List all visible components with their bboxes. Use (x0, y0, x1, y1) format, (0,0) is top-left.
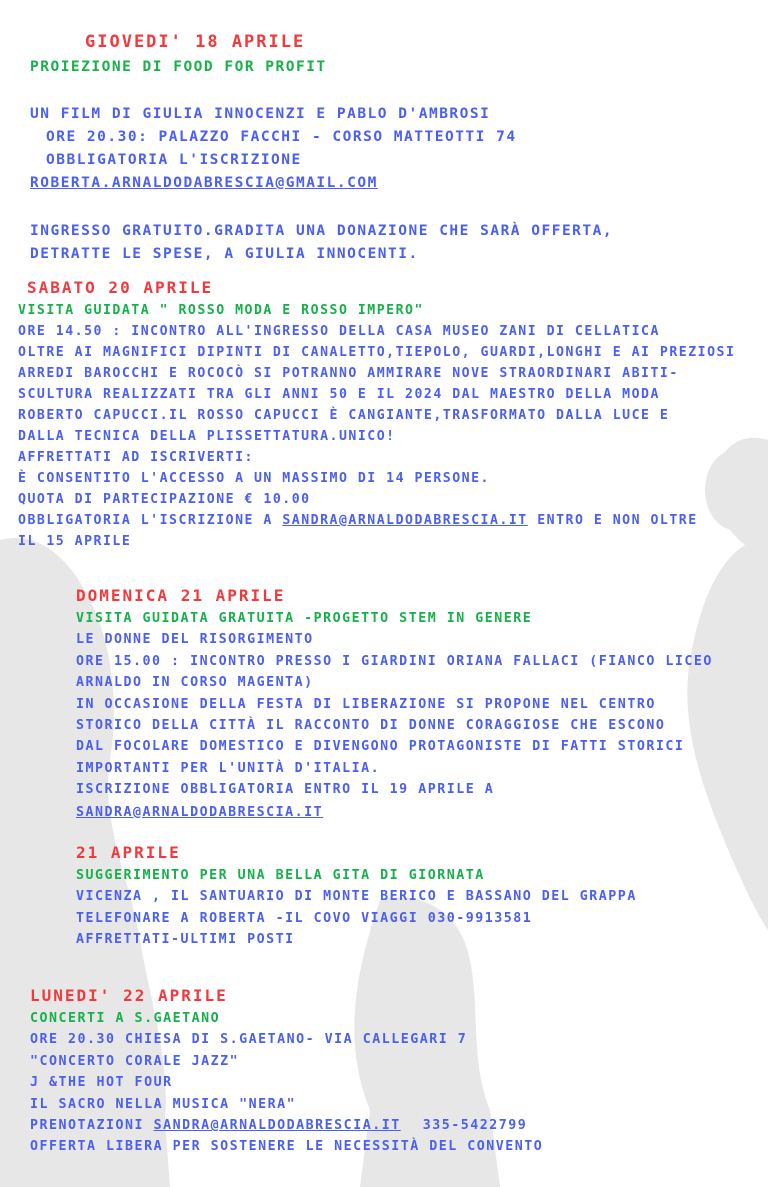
saturday-line-10-prefix: OBBLIGATORIA L'ISCRIZIONE A (18, 513, 283, 528)
monday-section (30, 984, 543, 1158)
monday-line-4: IL SACRO NELLA MUSICA "NERA" (30, 1096, 297, 1112)
sunday-line-4: IN OCCASIONE DELLA FESTA DI LIBERAZIONE SI PROPONE NEL CENTRO (76, 696, 656, 712)
saturday-line-5: ROBERTO CAPUCCI.IL ROSSO CAPUCCI È CANGIANTE,TRASFORMATO DALLA LUCE E (18, 408, 670, 423)
saturday-line-7: AFFRETTATI AD ISCRIVERTI: (18, 450, 254, 465)
sunday-line-8: ISCRIZIONE OBBLIGATORIA ENTRO IL 19 APRILE A (76, 782, 495, 798)
sunday-line-3: ARNALDO IN CORSO MAGENTA) (76, 675, 314, 691)
monday-title: LUNEDI' 22 APRILE (30, 986, 228, 1005)
saturday-line-10-suffix: ENTRO E NON OLTRE (527, 513, 698, 528)
thursday-section (0, 30, 613, 266)
sunday-section (76, 584, 713, 823)
saturday-line-6: DALLA TECNICA DELLA PLISSETTATURA.UNICO! (18, 429, 396, 444)
sunday-line-6: DAL FOCOLARE DOMESTICO E DIVENGONO PROTAGONISTE DI FATTI STORICI (76, 739, 685, 755)
sunday-line-1: LE DONNE DEL RISORGIMENTO (76, 632, 314, 648)
monday-line-3: J &THE HOT FOUR (30, 1075, 173, 1091)
saturday-section (18, 276, 735, 552)
saturday-line-10 (18, 510, 735, 531)
saturday-line-3: ARREDI BAROCCHI E ROCOCÒ SI POTRANNO AMMIRARE NOVE STRAORDINARI ABITI- (18, 366, 679, 381)
thursday-line-4: INGRESSO GRATUITO.GRADITA UNA DONAZIONE CHE SARÀ OFFERTA, (30, 223, 614, 239)
sunday-line-2: ORE 15.00 : INCONTRO PRESSO I GIARDINI ORIANA FALLACI (FIANCO LICEO (76, 653, 713, 669)
saturday-line-9: QUOTA DI PARTECIPAZIONE € 10.00 (18, 492, 311, 507)
saturday-line-8: È CONSENTITO L'ACCESSO A UN MASSIMO DI 14 PERSONE. (18, 471, 490, 486)
saturday-email-link[interactable]: SANDRA@ARNALDODABRESCIA.IT (282, 513, 528, 528)
thursday-line-3: OBBLIGATORIA L'ISCRIZIONE (46, 152, 302, 168)
saturday-title: SABATO 20 APRILE (27, 278, 214, 297)
sunday-title: DOMENICA 21 APRILE (76, 586, 286, 605)
sunday-email-link[interactable]: SANDRA@ARNALDODABRESCIA.IT (76, 804, 324, 820)
trip-title: 21 APRILE (76, 843, 181, 862)
saturday-line-1: ORE 14.50 : INCONTRO ALL'INGRESSO DELLA CASA MUSEO ZANI DI CELLATICA (18, 324, 660, 339)
trip-section (76, 841, 637, 951)
thursday-subtitle: PROIEZIONE DI FOOD FOR PROFIT (30, 59, 327, 75)
trip-subtitle: SUGGERIMENTO PER UNA BELLA GITA DI GIORNATA (76, 868, 485, 883)
monday-line-2: "CONCERTO CORALE JAZZ" (30, 1053, 240, 1069)
monday-line-5-prefix: PRENOTAZIONI (30, 1118, 154, 1134)
thursday-line-1: UN FILM DI GIULIA INNOCENZI E PABLO D'AMBROSI (30, 106, 491, 122)
saturday-subtitle: VISITA GUIDATA " ROSSO MODA E ROSSO IMPERO" (18, 303, 424, 318)
monday-line-6: OFFERTA LIBERA PER SOSTENERE LE NECESSITÀ DEL CONVENTO (30, 1139, 544, 1155)
thursday-email-link[interactable]: ROBERTA.ARNALDODABRESCIA@GMAIL.COM (30, 175, 378, 191)
sunday-line-7: IMPORTANTI PER L'UNITÀ D'ITALIA. (76, 760, 381, 776)
saturday-line-11: IL 15 APRILE (18, 534, 132, 549)
monday-line-1: ORE 20.30 CHIESA DI S.GAETANO- VIA CALLEGARI 7 (30, 1032, 468, 1048)
monday-phone: 335-5422799 (422, 1118, 528, 1134)
monday-email-link[interactable]: SANDRA@ARNALDODABRESCIA.IT (153, 1118, 401, 1134)
monday-line-5 (30, 1115, 543, 1136)
trip-line-3: AFFRETTATI-ULTIMI POSTI (76, 932, 295, 948)
saturday-line-4: SCULTURA REALIZZATI TRA GLI ANNI 50 E IL 2024 DAL MAESTRO DELLA MODA (18, 387, 660, 402)
trip-line-2: TELEFONARE A ROBERTA -IL COVO VIAGGI 030-9913581 (76, 910, 533, 926)
trip-line-1: VICENZA , IL SANTUARIO DI MONTE BERICO E BASSANO DEL GRAPPA (76, 889, 637, 905)
thursday-line-5: DETRATTE LE SPESE, A GIULIA INNOCENTI. (30, 246, 419, 262)
saturday-line-2: OLTRE AI MAGNIFICI DIPINTI DI CANALETTO,TIEPOLO, GUARDI,LONGHI E AI PREZIOSI (18, 345, 736, 360)
thursday-title: GIOVEDI' 18 APRILE (85, 32, 306, 52)
sunday-line-5: STORICO DELLA CITTÀ IL RACCONTO DI DONNE CORAGGIOSE CHE ESCONO (76, 718, 666, 734)
monday-subtitle: CONCERTI A S.GAETANO (30, 1011, 221, 1026)
sunday-subtitle: VISITA GUIDATA GRATUITA -PROGETTO STEM IN GENERE (76, 611, 533, 626)
thursday-line-2: ORE 20.30: PALAZZO FACCHI - CORSO MATTEOTTI 74 (46, 129, 517, 145)
